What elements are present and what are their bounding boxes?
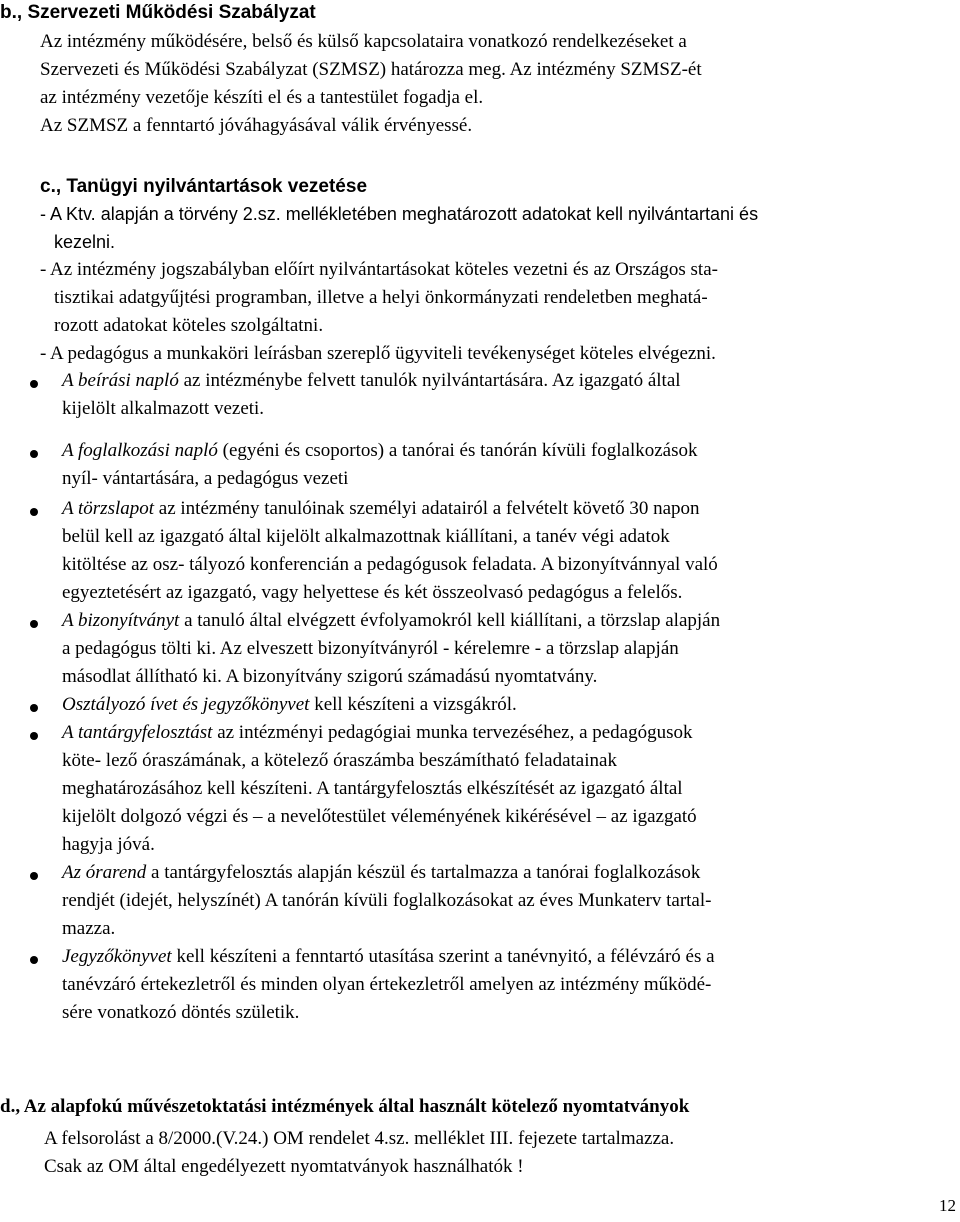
bullet-4-first-line: [62, 607, 912, 635]
bullet-2-first-line: [62, 437, 912, 465]
section-d-line: A felsorolást a 8/2000.(V.24.) OM rendelet 4.sz. melléklet III. fejezete tartalmazza.: [44, 1128, 675, 1149]
section-c-dash2-line: rozott adatokat köteles szolgáltatni.: [54, 315, 324, 336]
bullet-3-line: egyeztetésért az igazgató, vagy helyettese és két összeolvasó pedagógus a felelős.: [62, 582, 683, 603]
bullet-dot: [30, 956, 38, 964]
bullet-1-line: kijelölt alkalmazott vezeti.: [62, 398, 265, 419]
bullet-6-line: köte- lező óraszámának, a kötelező óraszámba beszámítható feladatainak: [62, 750, 617, 771]
bullet-2-line: nyíl- vántartására, a pedagógus vezeti: [62, 468, 349, 489]
bullet-dot: [30, 620, 38, 628]
bullet-6-first-line: [62, 719, 912, 747]
section-b-line: az intézmény vezetője készíti el és a tantestület fogadja el.: [40, 87, 484, 108]
bullet-dot: [30, 732, 38, 740]
bullet-text: az intézménybe felvett tanulók nyilvántartására. Az igazgató által: [178, 370, 681, 391]
bullet-lead: A foglalkozási napló: [62, 440, 218, 461]
bullet-3-line: belül kell az igazgató által kijelölt alkalmazottnak kiállítani, a tanév végi adatok: [62, 526, 670, 547]
bullet-lead: Osztályozó ívet és jegyzőkönyvet: [62, 694, 310, 715]
section-b-line: Szervezeti és Működési Szabályzat (SZMSZ) határozza meg. Az intézmény SZMSZ-ét: [40, 59, 702, 80]
section-b-title: b., Szervezeti Működési Szabályzat: [0, 2, 316, 23]
bullet-3-line: kitöltése az osz- tályozó konferencián a pedagógusok feladata. A bizonyítvánnyal való: [62, 554, 718, 575]
bullet-text: az intézmény tanulóinak személyi adatairól a felvételt követő 30 napon: [154, 498, 700, 519]
bullet-4-line: másodlat állítható ki. A bizonyítvány szigorú számadású nyomtatvány.: [62, 666, 598, 687]
bullet-dot: [30, 704, 38, 712]
bullet-lead: Jegyzőkönyvet: [62, 946, 172, 967]
bullet-text: (egyéni és csoportos) a tanórai és tanórán kívüli foglalkozások: [217, 440, 698, 461]
section-c-dash2-line: - Az intézmény jogszabályban előírt nyilvántartásokat köteles vezetni és az Országos sta-: [40, 259, 718, 280]
bullet-text: az intézményi pedagógiai munka tervezéséhez, a pedagógusok: [212, 722, 693, 743]
section-d-line: Csak az OM által engedélyezett nyomtatványok használhatók !: [44, 1156, 524, 1177]
bullet-text: a tantárgyfelosztás alapján készül és tartalmazza a tanórai foglalkozások: [146, 862, 701, 883]
section-d-title: d., Az alapfokú művészetoktatási intézmények által használt kötelező nyomtatványok: [0, 1096, 690, 1117]
section-c-title: c., Tanügyi nyilvántartások vezetése: [40, 176, 368, 197]
bullet-text: kell készíteni a vizsgákról.: [309, 694, 517, 715]
bullet-5-first-line: [62, 691, 912, 719]
bullet-8-line: tanévzáró értekezletről és minden olyan értekezletről amelyen az intézmény működé-: [62, 974, 712, 995]
bullet-dot: [30, 508, 38, 516]
bullet-lead: Az órarend: [62, 862, 147, 883]
bullet-8-line: sére vonatkozó döntés születik.: [62, 1002, 300, 1023]
bullet-8-first-line: [62, 943, 912, 971]
bullet-3-first-line: [62, 495, 912, 523]
section-c-dash3-line: - A pedagógus a munkaköri leírásban szereplő ügyviteli tevékenységet köteles elvégezni.: [40, 343, 716, 364]
bullet-lead: A bizonyítványt: [62, 610, 180, 631]
bullet-7-line: rendjét (idejét, helyszínét) A tanórán kívüli foglalkozásokat az éves Munkaterv tartal-: [62, 890, 712, 911]
bullet-dot: [30, 872, 38, 880]
section-c-dash1-line: - A Ktv. alapján a törvény 2.sz. mellékletében meghatározott adatokat kell nyilvántartani és: [40, 204, 759, 224]
bullet-7-line: mazza.: [62, 918, 116, 939]
bullet-dot: [30, 450, 38, 458]
bullet-1-first-line: [62, 367, 912, 395]
section-b-line: Az intézmény működésére, belső és külső kapcsolataira vonatkozó rendelkezéseket a: [40, 31, 687, 52]
bullet-4-line: a pedagógus tölti ki. Az elveszett bizonyítványról - kérelemre - a törzslap alapján: [62, 638, 679, 659]
bullet-text: kell készíteni a fenntartó utasítása szerint a tanévnyitó, a félévzáró és a: [171, 946, 715, 967]
section-b-line: Az SZMSZ a fenntartó jóváhagyásával válik érvényessé.: [40, 115, 473, 136]
bullet-7-first-line: [62, 859, 912, 887]
bullet-dot: [30, 380, 38, 388]
section-c-dash2-line: tisztikai adatgyűjtési programban, illetve a helyi önkormányzati rendeletben meghatá-: [54, 287, 708, 308]
bullet-lead: A tantárgyfelosztást: [62, 722, 213, 743]
section-c-dash1-line: kezelni.: [54, 232, 116, 252]
bullet-text: a tanuló által elvégzett évfolyamokról kell kiállítani, a törzslap alapján: [179, 610, 721, 631]
bullet-lead: A beírási napló: [62, 370, 179, 391]
bullet-lead: A törzslapot: [62, 498, 155, 519]
bullet-6-line: hagyja jóvá.: [62, 834, 155, 855]
bullet-6-line: meghatározásához kell készíteni. A tantárgyfelosztás elkészítését az igazgató által: [62, 778, 683, 799]
page-number: 12: [939, 1196, 956, 1215]
bullet-6-line: kijelölt dolgozó végzi és – a nevelőtestület véleményének kikérésével – az igazgató: [62, 806, 697, 827]
